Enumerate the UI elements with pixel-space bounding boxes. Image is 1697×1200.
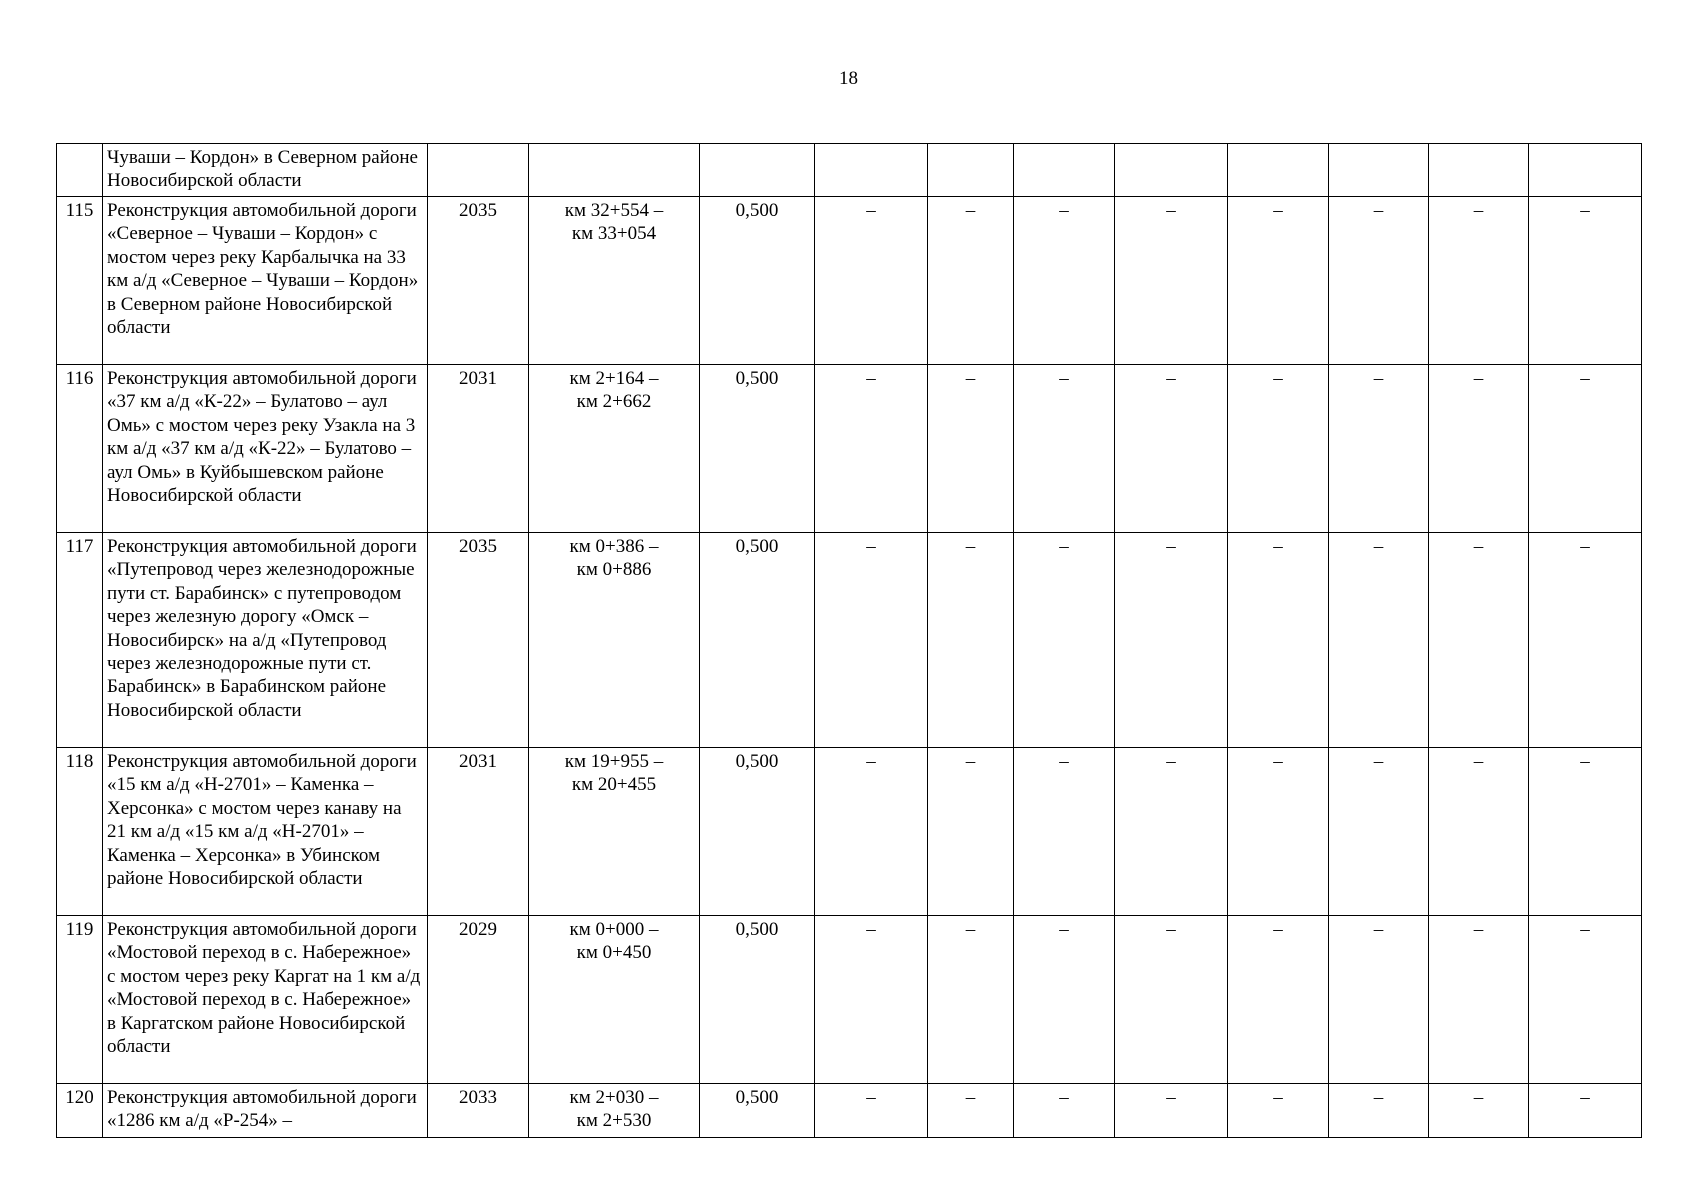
value-cell	[1115, 144, 1228, 197]
length-cell: 0,500	[700, 1084, 815, 1138]
km-to: км 20+455	[571, 774, 657, 796]
value-cell: –	[1529, 197, 1642, 365]
value-cell: –	[815, 533, 928, 748]
value-cell	[1014, 144, 1115, 197]
value-cell: –	[1014, 365, 1115, 533]
object-name-cell: Реконструкция автомобильной дороги «15 км а/д «Н-2701» – Каменка – Херсонка» с мостом через канаву на 21 км а/д «15 км а/д «Н-2701» – Каменка – Херсонка» в Убинском районе Новосибирской области	[103, 748, 428, 916]
km-to: км 33+054	[571, 223, 657, 245]
km-from: км 2+030 –	[569, 1087, 659, 1108]
value-cell: –	[815, 1084, 928, 1138]
length-cell	[700, 144, 815, 197]
value-cell: –	[1529, 1084, 1642, 1138]
value-cell: –	[1014, 1084, 1115, 1138]
value-cell: –	[1115, 916, 1228, 1084]
value-cell: –	[815, 365, 928, 533]
value-cell: –	[1115, 197, 1228, 365]
km-range-cell	[529, 144, 700, 197]
value-cell: –	[1115, 365, 1228, 533]
object-name-cell: Реконструкция автомобильной дороги «Путепровод через железнодорожные пути ст. Барабинск» с путепроводом через железную дорогу «Омск – Новосибирск» на а/д «Путепровод через железнодорожные пути ст. Барабинск» в Барабинском районе Новосибирской области	[103, 533, 428, 748]
table-row	[57, 533, 1642, 748]
value-cell: –	[815, 916, 928, 1084]
value-cell: –	[928, 748, 1014, 916]
table-row	[57, 748, 1642, 916]
year-cell: 2029	[428, 916, 529, 1084]
object-name-cell: Реконструкция автомобильной дороги «Мостовой переход в с. Набережное» с мостом через реку Каргат на 1 км а/д «Мостовой переход в с. Набережное» в Каргатском районе Новосибирской области	[103, 916, 428, 1084]
value-cell: –	[1014, 533, 1115, 748]
value-cell: –	[1228, 916, 1329, 1084]
length-cell: 0,500	[700, 365, 815, 533]
table-row	[57, 1084, 1642, 1138]
object-name-cell: Реконструкция автомобильной дороги «Северное – Чуваши – Кордон» с мостом через реку Карбалычка на 33 км а/д «Северное – Чуваши – Кордон» в Северном районе Новосибирской области	[103, 197, 428, 365]
value-cell	[815, 144, 928, 197]
value-cell	[1228, 144, 1329, 197]
km-range-cell	[529, 197, 700, 365]
km-to: км 0+886	[576, 559, 652, 581]
value-cell: –	[815, 748, 928, 916]
object-name-cell: Чуваши – Кордон» в Северном районе Новосибирской области	[103, 144, 428, 197]
road-reconstruction-table	[56, 143, 1642, 1138]
value-cell: –	[928, 197, 1014, 365]
value-cell: –	[1529, 365, 1642, 533]
km-from: км 0+000 –	[569, 919, 659, 940]
km-to: км 2+530	[576, 1110, 652, 1132]
row-number-cell: 115	[57, 197, 103, 365]
year-cell: 2031	[428, 365, 529, 533]
value-cell: –	[1529, 533, 1642, 748]
value-cell: –	[1228, 197, 1329, 365]
row-number-cell: 118	[57, 748, 103, 916]
value-cell: –	[815, 197, 928, 365]
table-row	[57, 916, 1642, 1084]
value-cell: –	[1429, 365, 1529, 533]
row-number-cell: 119	[57, 916, 103, 1084]
value-cell: –	[1115, 533, 1228, 748]
page-number: 18	[839, 68, 858, 89]
value-cell: –	[1014, 748, 1115, 916]
km-range-cell	[529, 533, 700, 748]
value-cell: –	[1529, 748, 1642, 916]
value-cell: –	[1228, 365, 1329, 533]
km-from: км 2+164 –	[569, 368, 659, 389]
length-cell: 0,500	[700, 748, 815, 916]
year-cell: 2031	[428, 748, 529, 916]
value-cell: –	[928, 916, 1014, 1084]
object-name-cell: Реконструкция автомобильной дороги «1286 км а/д «Р-254» –	[103, 1084, 428, 1138]
length-cell: 0,500	[700, 197, 815, 365]
value-cell: –	[1429, 916, 1529, 1084]
year-cell: 2035	[428, 533, 529, 748]
value-cell: –	[1429, 197, 1529, 365]
table-row	[57, 365, 1642, 533]
length-cell: 0,500	[700, 916, 815, 1084]
km-from: км 0+386 –	[569, 536, 659, 557]
km-to: км 0+450	[576, 942, 652, 964]
value-cell: –	[1014, 197, 1115, 365]
value-cell: –	[1228, 1084, 1329, 1138]
value-cell: –	[1329, 365, 1429, 533]
year-cell: 2035	[428, 197, 529, 365]
value-cell: –	[1429, 1084, 1529, 1138]
km-to: км 2+662	[576, 391, 652, 413]
value-cell: –	[1014, 916, 1115, 1084]
value-cell: –	[1529, 916, 1642, 1084]
value-cell: –	[1329, 1084, 1429, 1138]
value-cell: –	[928, 1084, 1014, 1138]
value-cell: –	[1115, 1084, 1228, 1138]
value-cell: –	[1228, 748, 1329, 916]
value-cell: –	[1329, 916, 1429, 1084]
km-range-cell	[529, 748, 700, 916]
km-from: км 32+554 –	[564, 200, 664, 221]
row-number-cell: 117	[57, 533, 103, 748]
row-number-cell	[57, 144, 103, 197]
row-number-cell: 116	[57, 365, 103, 533]
km-range-cell	[529, 916, 700, 1084]
km-range-cell	[529, 365, 700, 533]
value-cell	[1329, 144, 1429, 197]
value-cell: –	[1329, 748, 1429, 916]
value-cell: –	[1429, 533, 1529, 748]
value-cell: –	[1429, 748, 1529, 916]
km-range-cell	[529, 1084, 700, 1138]
value-cell: –	[928, 365, 1014, 533]
table-row	[57, 197, 1642, 365]
value-cell: –	[928, 533, 1014, 748]
km-from: км 19+955 –	[564, 751, 664, 772]
value-cell	[1429, 144, 1529, 197]
value-cell: –	[1329, 533, 1429, 748]
value-cell: –	[1329, 197, 1429, 365]
year-cell	[428, 144, 529, 197]
table-row	[57, 144, 1642, 197]
length-cell: 0,500	[700, 533, 815, 748]
value-cell	[1529, 144, 1642, 197]
year-cell: 2033	[428, 1084, 529, 1138]
value-cell: –	[1115, 748, 1228, 916]
object-name-cell: Реконструкция автомобильной дороги «37 км а/д «К-22» – Булатово – аул Омь» с мостом через реку Узакла на 3 км а/д «37 км а/д «К-22» – Булатово – аул Омь» в Куйбышевском районе Новосибирской области	[103, 365, 428, 533]
row-number-cell: 120	[57, 1084, 103, 1138]
value-cell	[928, 144, 1014, 197]
value-cell: –	[1228, 533, 1329, 748]
